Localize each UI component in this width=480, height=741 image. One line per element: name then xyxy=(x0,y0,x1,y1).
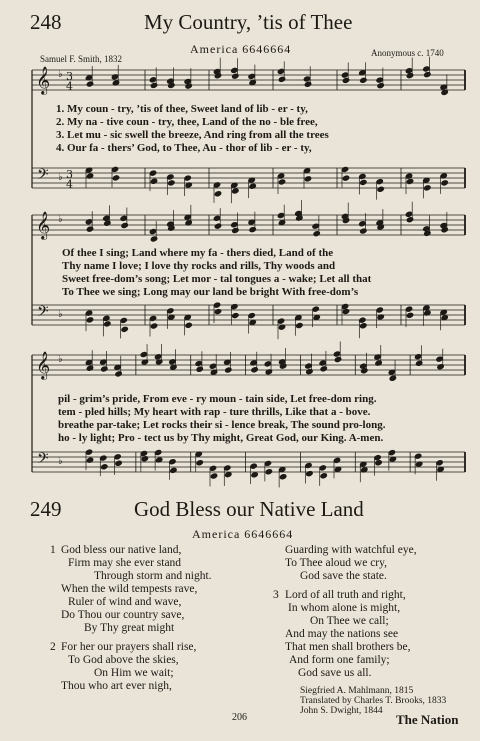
verse-line: Guarding with watchful eye, xyxy=(285,544,417,556)
hymn-248-author: Samuel F. Smith, 1832 xyxy=(40,54,123,64)
lyric-line: pil - grim’s pride, From eve - ry moun - tain side, Let free-dom ring. xyxy=(58,393,377,405)
verse-line: God save us all. xyxy=(298,667,372,679)
verse-line: On Him we wait; xyxy=(94,667,174,679)
section-label: The Nation xyxy=(396,712,459,727)
lyric-line: Sweet free-dom’s song; Let mor - tal tongues a - wake; Let all that xyxy=(62,273,372,285)
verse-line: God save the state. xyxy=(300,570,387,582)
verse-line: When the wild tempests rave, xyxy=(61,583,198,595)
svg-text:♭: ♭ xyxy=(58,309,63,320)
verse-line: For her our prayers shall rise, xyxy=(61,641,197,653)
svg-text:𝄞: 𝄞 xyxy=(36,351,51,379)
verse-number: 3 xyxy=(273,589,279,601)
lyric-line: 4. Our fa - thers’ God, to Thee, Au - thor of lib - er - ty, xyxy=(56,142,312,154)
page-number: 206 xyxy=(232,712,247,723)
svg-text:𝄞: 𝄞 xyxy=(36,66,51,94)
svg-text:𝄢: 𝄢 xyxy=(37,450,49,471)
svg-text:3: 3 xyxy=(66,70,73,83)
svg-text:♭: ♭ xyxy=(58,456,63,467)
verse-line: Through storm and night. xyxy=(94,570,212,582)
hymn-248-composer: Anonymous c. 1740 xyxy=(371,48,444,58)
verse-line: Lord of all truth and right, xyxy=(285,589,406,601)
svg-text:♭: ♭ xyxy=(58,172,63,183)
verse-line: By Thy great might xyxy=(84,622,175,634)
lyric-line: tem - pled hills; My heart with rap - ture thrills, Like that a - bove. xyxy=(58,406,371,418)
verse-number: 2 xyxy=(50,641,56,653)
verse-line: On Thee we call; xyxy=(310,615,389,627)
lyric-line: 1. My coun - try, ’tis of thee, Sweet land of lib - er - ty, xyxy=(56,103,308,115)
lyric-line: 2. My na - tive coun - try, thee, Land of the no - ble free, xyxy=(56,116,318,128)
lyric-line: Of thee I sing; Land where my fa - thers died, Land of the xyxy=(62,247,334,259)
svg-text:3: 3 xyxy=(66,168,73,181)
attribution-adapter: John S. Dwight, 1844 xyxy=(300,706,383,716)
svg-text:4: 4 xyxy=(66,80,73,93)
verse-line: In whom alone is might, xyxy=(288,602,401,614)
verse-number: 1 xyxy=(50,544,56,556)
svg-text:♭: ♭ xyxy=(58,354,63,365)
hymn-249-number: 249 xyxy=(30,497,62,521)
verse-line: God bless our native land, xyxy=(61,544,182,556)
verse-line: Do Thou our country save, xyxy=(61,609,185,621)
lyric-line: To Thee we sing; Long may our land be bright With free-dom’s xyxy=(62,286,359,298)
verse-line: And may the nations see xyxy=(285,628,399,640)
svg-text:♭: ♭ xyxy=(58,69,63,80)
svg-text:𝄢: 𝄢 xyxy=(37,166,49,187)
hymn-249-title: God Bless our Native Land xyxy=(134,497,364,521)
verse-line: To Thee aloud we cry, xyxy=(285,557,388,569)
verse-line: Firm may she ever stand xyxy=(68,557,182,569)
lyric-line: 3. Let mu - sic swell the breeze, And ring from all the trees xyxy=(56,129,329,141)
lyric-line: breathe par-take; Let rocks their si - lence break, The sound pro-long. xyxy=(58,419,386,431)
svg-text:𝄞: 𝄞 xyxy=(36,211,51,239)
verse-line: And form one family; xyxy=(289,654,390,666)
verse-line: To God above the skies, xyxy=(68,654,179,666)
svg-text:♭: ♭ xyxy=(58,214,63,225)
svg-text:4: 4 xyxy=(66,178,73,191)
attribution-translator: Translated by Charles T. Brooks, 1833 xyxy=(300,696,447,706)
lyric-line: ho - ly light; Pro - tect us by Thy might, Great God, our King. A-men. xyxy=(58,432,384,444)
verse-line: Thou who art ever nigh, xyxy=(61,680,172,692)
verse-line: That men shall brothers be, xyxy=(285,641,411,653)
hymn-248-title: My Country, ’tis of Thee xyxy=(144,10,353,34)
lyric-line: Thy name I love; I love thy rocks and rills, Thy woods and xyxy=(62,260,336,272)
hymn-248-number: 248 xyxy=(30,10,62,34)
attribution-author: Siegfried A. Mahlmann, 1815 xyxy=(300,686,414,696)
hymn-249-tune: America 6646664 xyxy=(192,527,294,541)
verse-line: Ruler of wind and wave, xyxy=(68,596,182,608)
svg-text:𝄢: 𝄢 xyxy=(37,303,49,324)
hymn-248-tune: America 6646664 xyxy=(190,42,292,56)
